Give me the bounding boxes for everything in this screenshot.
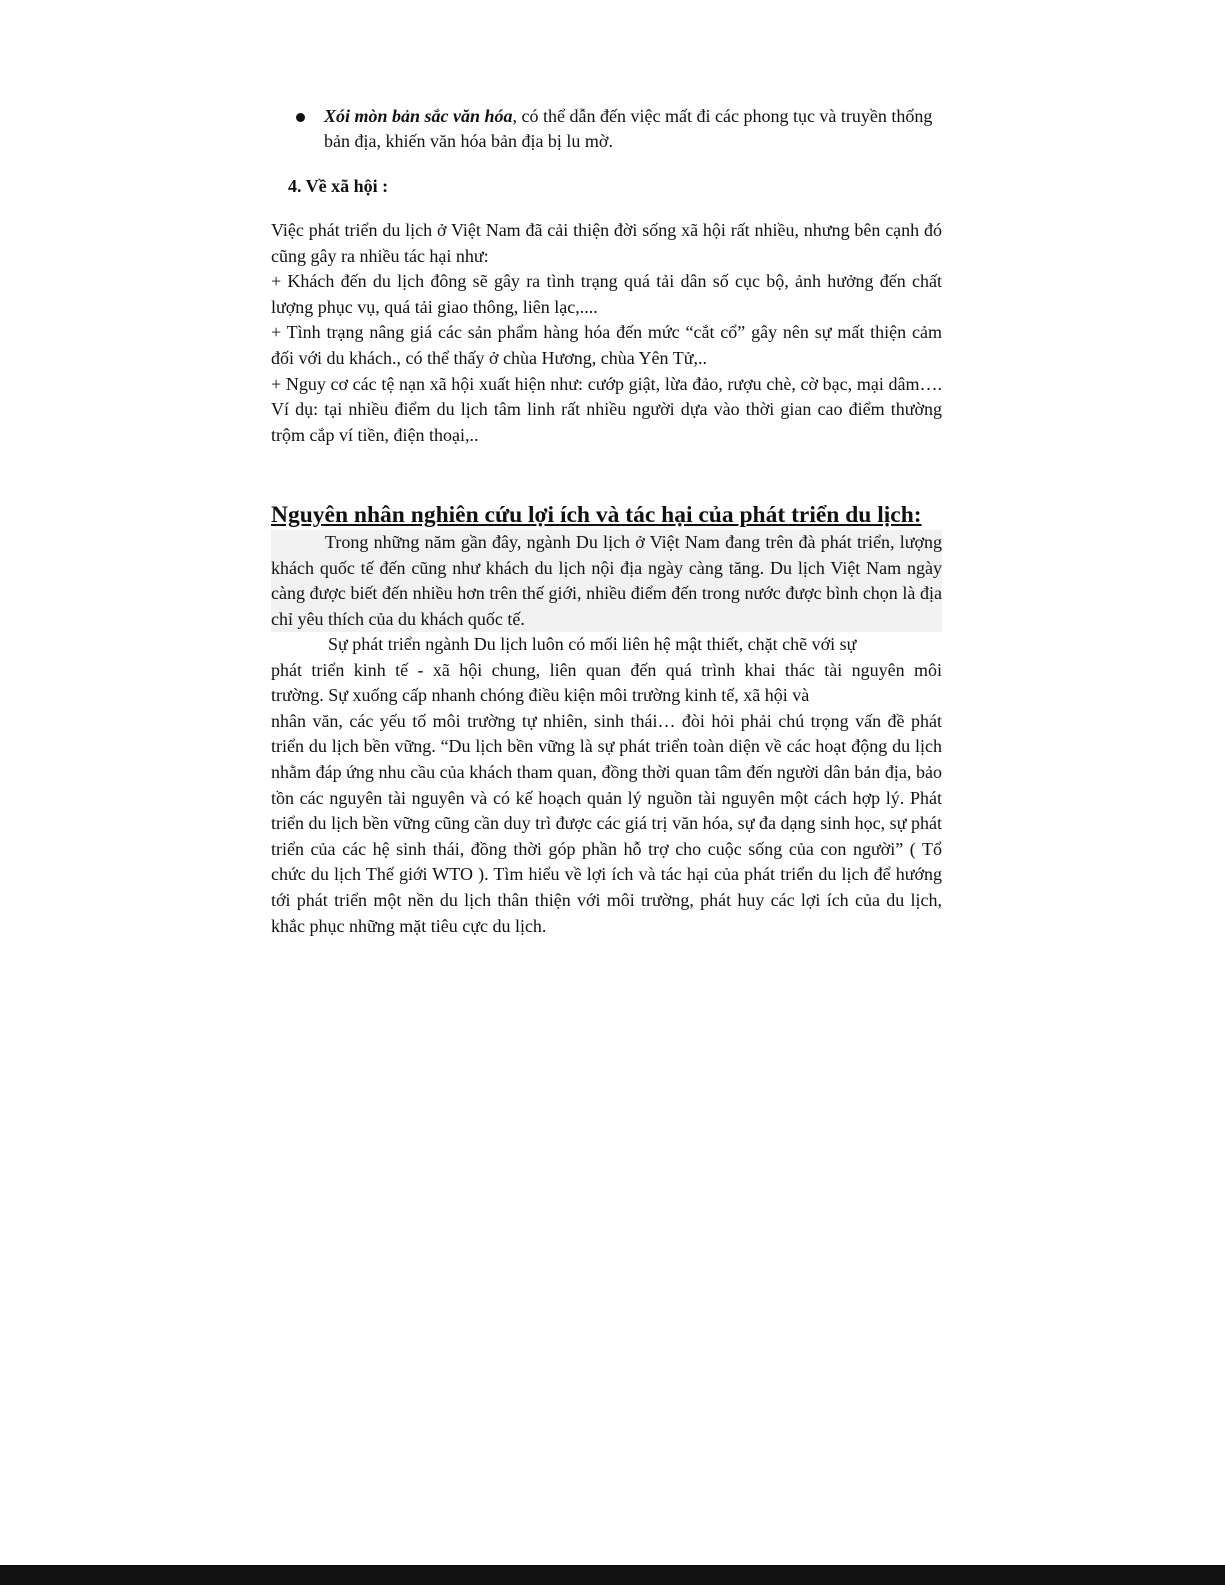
- bullet-text: [324, 104, 946, 154]
- reasons-p2-rest: nhân văn, các yếu tố môi trường tự nhiên, sinh thái… đòi hỏi phải chú trọng vấn đề phát triển du lịch bền vững. “Du lịch bền vững là sự phát triển toàn diện về các hoạt động du lịch nhằm đáp ứng nhu cầu của khách tham quan, đồng thời quan tâm đến người dân bản địa, bảo tồn các nguyên tài nguyên và có kế hoạch quản lý nguồn tài nguyên một cách hợp lý. Phát triển du lịch bền vững cũng cần duy trì được các giá trị văn hóa, sự đa dạng sinh học, sự phát triển của các hệ sinh thái, đồng thời góp phần hỗ trợ cho cuộc sống của con người” ( Tổ chức du lịch Thế giới WTO ). Tìm hiểu về lợi ích và tác hại của phát triển du lịch để hướng tới phát triển một nền du lịch thân thiện với môi trường, phát huy các lợi ích của du lịch, khắc phục những mặt tiêu cực du lịch.: [271, 710, 942, 936]
- section-heading-society: 4. Về xã hội :: [288, 176, 389, 196]
- society-item-pricing: + Tình trạng nâng giá các sản phẩm hàng hóa đến mức “cắt cổ” gây nên sự mất thiện cảm đối với du khách., có thể thấy ở chùa Hương, chùa Yên Tử,..: [271, 322, 942, 368]
- bullet-emphasis: Xói mòn bản sắc văn hóa: [324, 106, 513, 126]
- reasons-paragraph-1: [271, 530, 942, 632]
- society-item-crime: + Nguy cơ các tệ nạn xã hội xuất hiện như: cướp giật, lừa đảo, rượu chè, cờ bạc, mại dâm…. Ví dụ: tại nhiều điểm du lịch tâm linh rất nhiều người dựa vào thời gian cao điểm thường trộm cắp ví tiền, điện thoại,..: [271, 373, 942, 445]
- section-title-reasons: Nguyên nhân nghiên cứu lợi ích và tác hại của phát triển du lịch:: [271, 502, 922, 528]
- reasons-paragraph-2: [271, 632, 942, 939]
- society-item-overload: + Khách đến du lịch đông sẽ gây ra tình trạng quá tải dân số cục bộ, ảnh hưởng đến chất lượng phục vụ, quá tải giao thông, liên lạc,....: [271, 271, 942, 317]
- reasons-p1-text: Trong những năm gần đây, ngành Du lịch ở Việt Nam đang trên đà phát triển, lượng khách quốc tế đến cũng như khách du lịch nội địa ngày càng tăng. Du lịch Việt Nam ngày càng được biết đến nhiều hơn trên thế giới, nhiều điểm đến trong nước được bình chọn là địa chỉ yêu thích của du khách quốc tế.: [271, 532, 942, 629]
- reasons-p2-line2: phát triển kinh tế - xã hội chung, liên quan đến quá trình khai thác tài nguyên môi: [271, 659, 942, 680]
- bullet-item-culture: [296, 104, 946, 154]
- page-bottom-bar: [0, 1565, 1225, 1585]
- bullet-dot-icon: [296, 113, 305, 122]
- reasons-p2-line3: trường. Sự xuống cấp nhanh chóng điều kiện môi trường kinh tế, xã hội và: [271, 685, 810, 706]
- society-paragraph: [271, 218, 942, 448]
- reasons-p2-line1: Sự phát triển ngành Du lịch luôn có mối liên hệ mật thiết, chặt chẽ với sự: [328, 634, 857, 654]
- society-intro: Việc phát triển du lịch ở Việt Nam đã cải thiện đời sống xã hội rất nhiều, nhưng bên cạnh đó cũng gây ra nhiều tác hại như:: [271, 220, 942, 266]
- bullet-rest: , có thể dẫn đến việc mất đi các phong tục và truyền thống bản địa, khiến văn hóa bản địa bị lu mờ.: [324, 106, 933, 151]
